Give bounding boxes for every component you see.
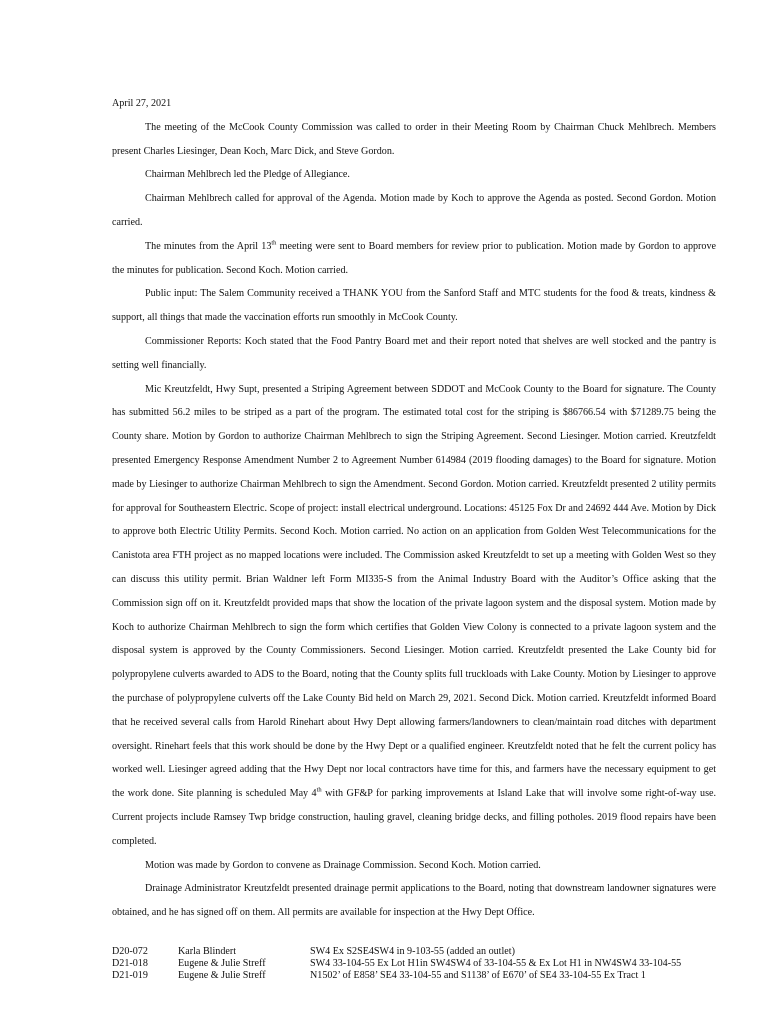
minutes-text-start: The minutes from the April 13: [145, 240, 272, 252]
permit-row: [112, 970, 722, 982]
ordinal-superscript: th: [271, 239, 277, 247]
paragraph-drainage-permits: Drainage Administrator Kreutzfeldt presented drainage permit applications to the Board, noting that downstream landowner signatures were obtained, and he has signed off on them. All permits are available for inspection at the Hwy Dept Office.: [112, 883, 716, 919]
highway-text-start: Mic Kreutzfeldt, Hwy Supt, presented a Striping Agreement between SDDOT and McCook County to the Board for signature. The County has submitted 56.2 miles to be striped as a part of the program. The estimated total cost for the striping is $86766.54 with $71289.75 being the County share. Motion by Gordon to authorize Chairman Mehlbrech to sign the Striping Agreement. Second Liesinger. Motion carried. Kreutzfeldt presented Emergency Response Amendment Number 2 to Agreement Number 614984 (2019 flooding damages) to the Board for signature. Motion made by Liesinger to authorize Chairman Mehlbrech to sign the Amendment. Second Gordon. Motion carried. Kreutzfeldt presented 2 utility permits for approval for Southeastern Electric. Scope of project: install electrical underground. Locations: 45125 Fox Dr and 24692 444 Ave. Motion by Dick to approve both Electric Utility Permits. Second Koch. Motion carried. No action on an application from Golden West Telecommunications for the Canistota area FTH project as no mapped locations were included. The Commission asked Kreutzfeldt to set up a meeting with Golden West so they can discuss this utility permit. Brian Waldner left Form MI335-S from the Animal Industry Board with the Auditor’s Office asking that the Commission sign off on it. Kreutzfeldt provided maps that show the location of the private lagoon system and the disposal system. Motion made by Koch to authorize Chairman Mehlbrech to sign the form which certifies that Golden View Colony is connected to a private lagoon system and the disposal system is approved by the County Commissioners. Second Liesinger. Motion carried. Kreutzfeldt presented the Lake County bid for polypropylene culverts awarded to ADS to the Board, noting that the County splits full truckloads with Lake County. Motion by Liesinger to approve the purchase of polypropylene culverts off the Lake County Bid held on March 29, 2021. Second Dick. Motion carried. Kreutzfeldt informed Board that he received several calls from Harold Rinehart about Hwy Dept allowing farmers/landowners to clean/maintain road ditches with department oversight. Rinehart feels that this work should be done by the Hwy Dept or a qualified engineer. Kreutzfeldt noted that he felt the current policy has worked well. Liesinger agreed adding that the Hwy Dept nor local contractors have time for this, and farmers have the necessary equipment to get the work done. Site planning is scheduled May 4: [112, 383, 716, 800]
paragraph-highway-report: [112, 378, 716, 854]
paragraph-minutes: [112, 235, 716, 283]
permit-number: D21-018: [112, 958, 148, 970]
permit-applicant: Eugene & Julie Streff: [178, 958, 266, 970]
permit-location: N1502’ of E858’ SE4 33-104-55 and S1138’ of E670’ of SE4 33-104-55 Ex Tract 1: [310, 970, 646, 982]
paragraph-pledge: Chairman Mehlbrech led the Pledge of Allegiance.: [145, 169, 350, 181]
permit-location: SW4 Ex S2SE4SW4 in 9-103-55 (added an outlet): [310, 946, 515, 957]
minutes-body: [112, 92, 716, 925]
paragraph-public-input: Public input: The Salem Community received a THANK YOU from the Sanford Staff and MTC students for the food & treats, kindness & support, all things that made the vaccination efforts run smoothly in McCook County.: [112, 288, 716, 324]
paragraph-commissioner-reports: Commissioner Reports: Koch stated that the Food Pantry Board met and their report noted that shelves are well stocked and the pantry is setting well financially.: [112, 335, 716, 371]
permit-location: SW4 33-104-55 Ex Lot H1in SW4SW4 of 33-104-55 & Ex Lot H1 in NW4SW4 33-104-55: [310, 958, 682, 970]
minutes-text-end: meeting were sent to Board members for review prior to publication. Motion made by Gordon to approve the minutes for publication. Second Koch. Motion carried.: [112, 240, 716, 276]
meeting-date: April 27, 2021: [112, 98, 172, 109]
permit-list: [112, 946, 722, 983]
permit-number: D21-019: [112, 970, 148, 982]
permit-row: [112, 958, 722, 970]
paragraph-call-to-order: The meeting of the McCook County Commission was called to order in their Meeting Room by Chairman Chuck Mehlbrech. Members present Charles Liesinger, Dean Koch, Marc Dick, and Steve Gordon.: [112, 121, 716, 157]
permit-row: [112, 946, 722, 958]
permit-applicant: Eugene & Julie Streff: [178, 970, 266, 982]
ordinal-superscript: th: [316, 786, 322, 794]
paragraph-drainage-convene: Motion was made by Gordon to convene as Drainage Commission. Second Koch. Motion carried.: [145, 859, 541, 871]
paragraph-agenda: Chairman Mehlbrech called for approval of the Agenda. Motion made by Koch to approve the Agenda as posted. Second Gordon. Motion carried.: [112, 193, 716, 228]
permit-number: D20-072: [112, 946, 148, 957]
permit-applicant: Karla Blindert: [178, 946, 237, 957]
highway-text-end: with GF&P for parking improvements at Island Lake that will involve some right-of-way use. Current projects include Ramsey Twp bridge construction, hauling gravel, cleaning bridge decks, and filling potholes. 2019 flood repairs have been completed.: [112, 788, 716, 847]
